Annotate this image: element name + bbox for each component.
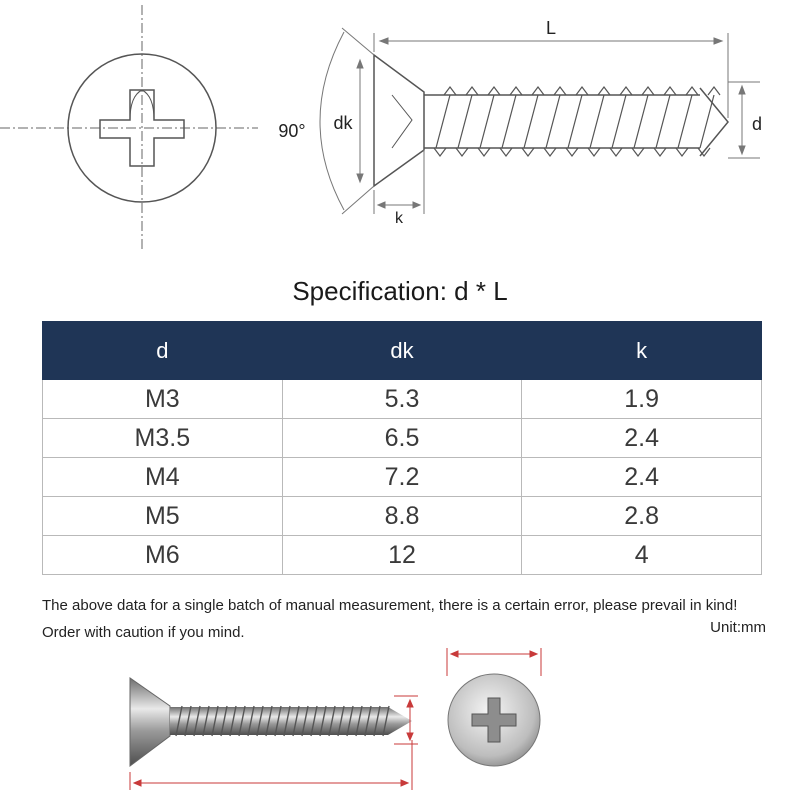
thread-crest	[544, 87, 566, 156]
thread-line	[524, 95, 538, 148]
cell-dk: 6.5	[282, 419, 522, 458]
cell-k: 4	[522, 536, 762, 575]
thread-line	[590, 95, 604, 148]
cell-d: M5	[43, 497, 283, 536]
thread-crest	[500, 87, 522, 156]
thread-line	[546, 95, 560, 148]
thread-line	[436, 95, 450, 148]
screw-technical-drawing	[0, 0, 800, 260]
label-k: k	[395, 210, 403, 227]
header-k: k	[522, 322, 762, 380]
thread-line	[700, 95, 714, 148]
cell-d: M6	[43, 536, 283, 575]
cell-dk: 7.2	[282, 458, 522, 497]
label-d: d	[751, 114, 763, 134]
table-row	[43, 458, 762, 497]
screw-product-illustration	[0, 640, 800, 800]
cell-k: 2.4	[522, 458, 762, 497]
thread-line	[458, 95, 472, 148]
dimension-lines	[320, 28, 763, 214]
cell-k: 1.9	[522, 380, 762, 419]
table-row	[43, 380, 762, 419]
thread-line	[634, 95, 648, 148]
label-dk: dk	[333, 113, 353, 133]
table-row	[43, 536, 762, 575]
header-d: d	[43, 322, 283, 380]
screw-photo-head	[448, 674, 540, 766]
thread-crest	[522, 87, 544, 156]
thread-crest	[610, 87, 632, 156]
spec-title: Specification: d * L	[292, 276, 508, 306]
cell-dk: 8.8	[282, 497, 522, 536]
thread-line	[568, 95, 582, 148]
unit-label: Unit:mm	[710, 619, 766, 636]
label-L: L	[545, 18, 557, 38]
thread-crest	[588, 87, 610, 156]
table-row	[43, 497, 762, 536]
spec-table	[42, 321, 762, 575]
measurement-note: The above data for a single batch of manual measurement, there is a certain error, please prevail in kind! Order with caution if you mind.	[42, 597, 738, 641]
header-dk: dk	[282, 322, 522, 380]
thread-line	[678, 95, 692, 148]
cell-d: M3	[43, 380, 283, 419]
thread-line	[612, 95, 626, 148]
cell-k: 2.8	[522, 497, 762, 536]
thread-crest	[478, 87, 500, 156]
cell-dk: 5.3	[282, 380, 522, 419]
cell-dk: 12	[282, 536, 522, 575]
cell-d: M3.5	[43, 419, 283, 458]
thread-line	[480, 95, 494, 148]
thread-crest	[676, 87, 698, 156]
head-top-view	[0, 5, 258, 250]
thread-line	[502, 95, 516, 148]
screw-photo-side	[130, 678, 412, 766]
thread-crest	[654, 87, 676, 156]
screw-side-view	[374, 55, 728, 186]
table-row	[43, 419, 762, 458]
cell-k: 2.4	[522, 419, 762, 458]
label-angle: 90°	[278, 121, 306, 141]
thread-line	[656, 95, 670, 148]
thread-crest	[456, 87, 478, 156]
cell-d: M4	[43, 458, 283, 497]
thread-crest	[566, 87, 588, 156]
table-header-row	[43, 322, 762, 380]
thread-crest	[632, 87, 654, 156]
thread-crest	[434, 87, 456, 156]
